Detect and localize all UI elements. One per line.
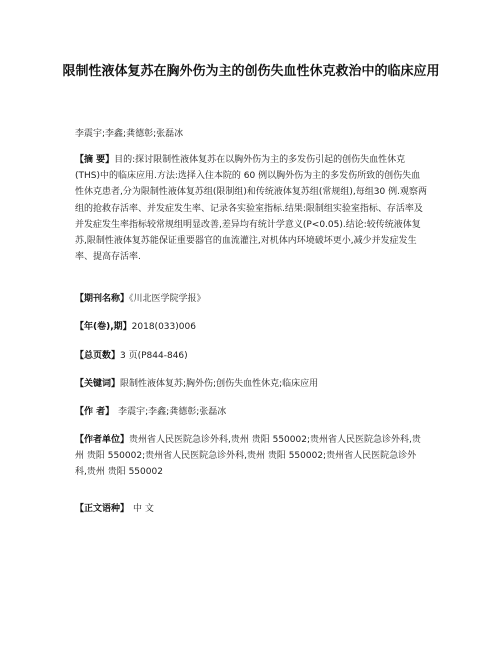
- author-row: [75, 404, 427, 420]
- language-value: 中 文: [133, 504, 154, 514]
- year-issue-row: [75, 319, 427, 335]
- affiliation-row: [75, 432, 427, 481]
- journal-value: 《川北医学院学报》: [129, 294, 206, 304]
- author-value: 李震宇;李鑫;龚德彰;张磊冰: [118, 407, 227, 417]
- keywords-label: 【关键词】: [75, 379, 121, 389]
- paper-title: 限制性液体复苏在胸外伤为主的创伤失血性休克救治中的临床应用: [62, 64, 440, 79]
- language-row: [75, 501, 427, 517]
- affiliation-value: 贵州省人民医院急诊外科,贵州 贵阳 550002;贵州省人民医院急诊外科,贵州 贵阳 550002;贵州省人民医院急诊外科,贵州 贵阳 550002;贵州省人民医院急诊外科,贵州 贵阳 550002: [75, 435, 421, 478]
- author-label: 【作 者】: [75, 407, 115, 417]
- page-count-value: 3 页(P844-846): [120, 351, 188, 361]
- language-label: 【正文语种】: [75, 504, 130, 514]
- abstract-label: 【摘 要】: [75, 155, 115, 165]
- journal-label: 【期刊名称】: [75, 294, 130, 304]
- year-issue-value: 2018(033)006: [131, 322, 196, 332]
- page-count-label: 【总页数】: [75, 351, 121, 361]
- keywords-row: [75, 376, 427, 392]
- abstract-text: 目的:探讨限制性液体复苏在以胸外伤为主的多发伤引起的创伤失血性休克(THS)中的临床应用.方法:选择入住本院的 60 例以胸外伤为主的多发伤所致的创伤失血性休克患者,分为限制性液体复苏组(限制组)和传统液体复苏组(常规组),每组30 例.观察两组的抢救存活率、并发症发生率、记录各实验室指标.结果:限制组实验室指标、存活率及并发症发生率指标较常规组明显改善,差异均有统计学意义(P<0.05).结论:较传统液体复苏,限制性液体复苏能保证重要器官的血流灌注,对机体内环境破坏更小,减少并发症发生率、提高存活率.: [75, 155, 427, 263]
- keywords-value: 限制性液体复苏;胸外伤;创伤失血性休克;临床应用: [120, 379, 319, 389]
- page-count-row: [75, 348, 427, 364]
- author-list: 李震宇;李鑫;龚德彰;张磊冰: [75, 129, 184, 139]
- year-issue-label: 【年(卷),期】: [75, 322, 132, 332]
- journal-name-row: [75, 291, 427, 307]
- abstract-section: [75, 152, 427, 265]
- affiliation-label: 【作者单位】: [75, 435, 130, 445]
